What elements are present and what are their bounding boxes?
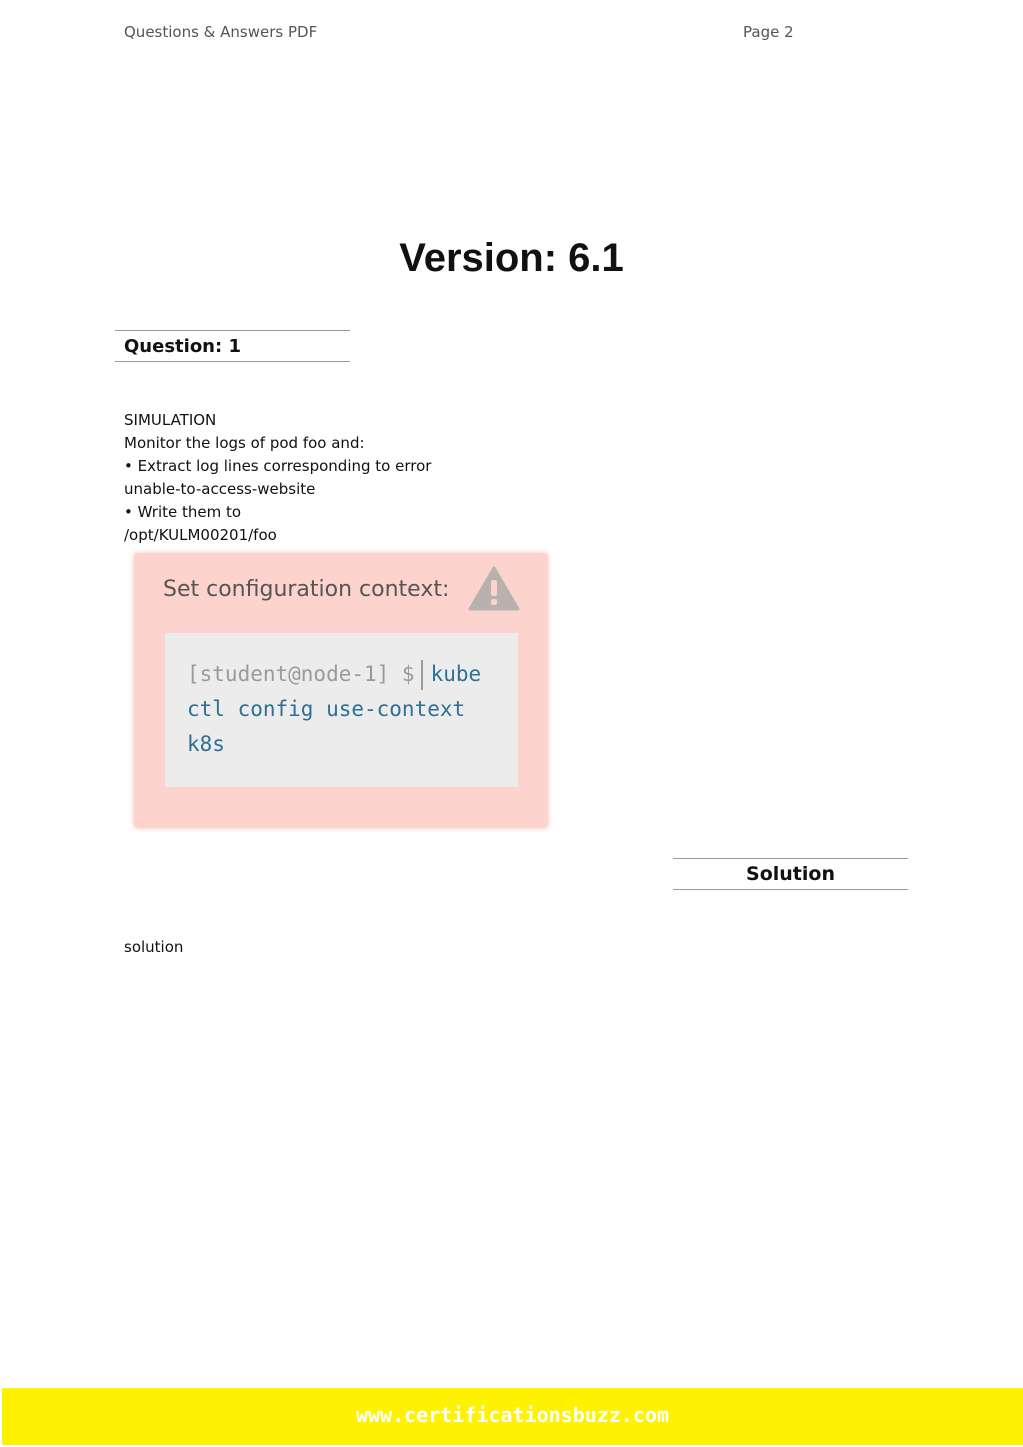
question-title: Question: 1 bbox=[124, 336, 241, 357]
footer-website-link[interactable]: www.certificationsbuzz.com bbox=[355, 1403, 670, 1427]
command-line-3: k8s bbox=[187, 732, 225, 756]
version-heading: Version: 6.1 bbox=[399, 236, 624, 280]
command-line-1: kube bbox=[430, 662, 482, 686]
solution-title: Solution bbox=[746, 863, 835, 885]
image-title: Set configuration context: bbox=[163, 577, 450, 602]
solution-heading-box bbox=[673, 858, 908, 890]
question-line: Monitor the logs of pod foo and: bbox=[124, 434, 365, 452]
cursor-divider bbox=[421, 660, 423, 690]
command-text bbox=[187, 657, 481, 762]
question-body bbox=[124, 409, 431, 547]
warning-icon bbox=[468, 565, 520, 611]
page-number: Page 2 bbox=[743, 23, 794, 41]
code-block bbox=[165, 633, 518, 787]
question-line: • Write them to bbox=[124, 503, 242, 521]
footer-bar bbox=[2, 1388, 1023, 1445]
header-title: Questions & Answers PDF bbox=[124, 23, 318, 41]
question-heading-box bbox=[115, 330, 350, 362]
question-line: unable-to-access-website bbox=[124, 480, 316, 498]
question-line: /opt/KULM00201/foo bbox=[124, 526, 277, 544]
solution-body: solution bbox=[124, 938, 184, 956]
config-context-image bbox=[134, 553, 548, 828]
question-line: SIMULATION bbox=[124, 411, 217, 429]
shell-prompt: [student@node-1] $ bbox=[187, 662, 415, 686]
question-line: • Extract log lines corresponding to error bbox=[124, 457, 432, 475]
command-line-2: ctl config use-context bbox=[187, 697, 466, 721]
